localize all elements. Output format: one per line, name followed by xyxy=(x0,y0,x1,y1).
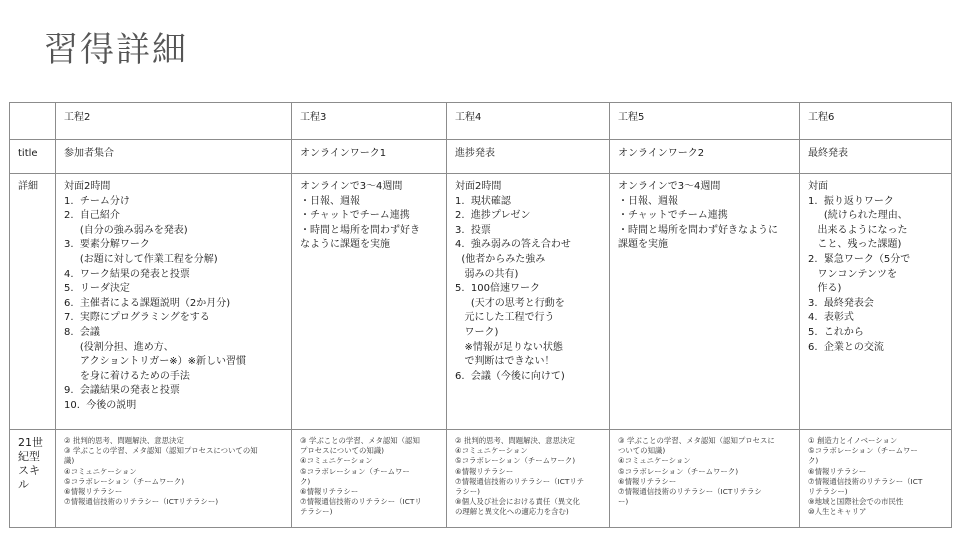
cell-line: リテラシー) xyxy=(808,487,848,497)
step-title: オンラインワーク2 xyxy=(610,140,800,174)
cell-line: ・チャットでチーム連携 xyxy=(618,210,728,222)
cell-line: ワンコンテンツを xyxy=(808,268,898,280)
cell-line: 識) xyxy=(64,456,75,466)
cell-line: (他者からみた強み xyxy=(455,253,546,265)
cell-line: ⑤コラボレーション（チームワーク) xyxy=(64,476,185,486)
cell-line: 4. 表彰式 xyxy=(808,312,854,324)
cell-line: を身に着けるための手法 xyxy=(64,370,190,382)
step-details xyxy=(447,174,610,430)
cell-line: 8. 会議 xyxy=(64,326,100,338)
cell-line: 弱みの共有) xyxy=(455,268,519,280)
cell-line: ⑨地域と国際社会での市民性 xyxy=(808,497,904,507)
row-label-skills: 21世 紀型 スキ ル xyxy=(10,430,56,528)
cell-line: ② 批判的思考、問題解決、意思決定 xyxy=(455,436,575,445)
cell-line: ・時間と場所を問わず好きなように xyxy=(618,224,778,236)
cell-line: 6. 企業との交流 xyxy=(808,341,884,353)
title-row xyxy=(10,140,952,174)
cell-line: ⑥情報リテラシー xyxy=(455,466,514,476)
cell-line: ⑤コラボレーション（チームワーク) xyxy=(618,466,739,476)
step-title: 進捗発表 xyxy=(447,140,610,174)
corner-cell xyxy=(10,103,56,140)
row-label-detail: 詳細 xyxy=(10,174,56,430)
step-skills xyxy=(292,430,447,528)
cell-line: ⑧個人及び社会における責任（異文化 xyxy=(455,497,580,507)
cell-line: 3. 最終発表会 xyxy=(808,297,874,309)
cell-line: 2. 緊急ワーク（5分で xyxy=(808,253,911,265)
cell-line: ③ 学ぶことの学習、メタ認知（認知プロセスに xyxy=(618,436,775,445)
step-skills xyxy=(610,430,800,528)
cell-line: 10. 今後の説明 xyxy=(64,399,137,411)
cell-line: ク) xyxy=(808,456,819,466)
cell-line: ワーク) xyxy=(455,326,499,338)
cell-line: ラシー) xyxy=(455,487,481,497)
step-title: オンラインワーク1 xyxy=(292,140,447,174)
cell-line: プロセスについての知識) xyxy=(300,446,385,456)
cell-line: ④コミュニケーション xyxy=(300,456,373,466)
cell-line: こと、残った課題) xyxy=(808,239,902,251)
skills-row xyxy=(10,430,952,528)
cell-line: テラシー) xyxy=(300,507,333,517)
cell-line: 1. 振り返りワーク xyxy=(808,195,894,207)
cell-line: オンラインで3～4週間 xyxy=(618,181,721,192)
cell-line: 1. チーム分け xyxy=(64,195,130,207)
cell-line: オンラインで3～4週間 xyxy=(300,181,403,192)
step-details xyxy=(292,174,447,430)
cell-line: ⑦情報通信技術のリテラシー（ICTリテラシー) xyxy=(64,497,219,507)
cell-line: (お題に対して作業工程を分解) xyxy=(64,253,218,265)
cell-line: ⑥情報リテラシー xyxy=(618,476,677,486)
step-skills xyxy=(447,430,610,528)
cell-line: ・チャットでチーム連携 xyxy=(300,210,410,222)
cell-line: ④コミュニケーション xyxy=(64,466,137,476)
step-header: 工程3 xyxy=(292,103,447,140)
cell-line: 3. 要素分解ワーク xyxy=(64,239,150,251)
cell-line: の理解と異文化への適応力を含む) xyxy=(455,507,569,517)
cell-line: ③ 学ぶことの学習、メタ認知（認知 xyxy=(300,436,420,445)
cell-line: ⑦情報通信技術のリテラシー（ICTリテ xyxy=(455,476,585,486)
cell-line: (自分の強み弱みを発表) xyxy=(64,224,188,236)
cell-line: ⑦情報通信技術のリテラシー（ICT xyxy=(808,476,923,486)
cell-line: 4. 強み弱みの答え合わせ xyxy=(455,239,571,251)
step-title: 参加者集合 xyxy=(56,140,292,174)
step-details xyxy=(56,174,292,430)
cell-line: 4. ワーク結果の発表と投票 xyxy=(64,268,190,280)
cell-line: 6. 主催者による課題説明（2か月分) xyxy=(64,297,231,309)
cell-line: で判断はできない！ xyxy=(455,356,555,368)
cell-line: 2. 自己紹介 xyxy=(64,210,120,222)
cell-line: ③ 学ぶことの学習、メタ認知（認知プロセスについての知 xyxy=(64,446,258,456)
cell-line: アクショントリガー※）※新しい習慣 xyxy=(64,356,247,368)
step-details xyxy=(610,174,800,430)
step-header: 工程5 xyxy=(610,103,800,140)
cell-line: ついての知識) xyxy=(618,446,666,456)
cell-line: 9. 会議結果の発表と投票 xyxy=(64,385,180,397)
cell-line: 対面 xyxy=(808,181,828,192)
cell-line: ⑥情報リテラシー xyxy=(808,466,867,476)
step-header: 工程2 xyxy=(56,103,292,140)
step-title: 最終発表 xyxy=(800,140,952,174)
cell-line: 7. 実際にプログラミングをする xyxy=(64,312,210,324)
cell-line: 3. 投票 xyxy=(455,224,491,236)
header-row xyxy=(10,103,952,140)
cell-line: なように課題を実施 xyxy=(300,239,390,251)
step-header: 工程6 xyxy=(800,103,952,140)
cell-line: 2. 進捗プレゼン xyxy=(455,210,531,222)
cell-line: ・日報、週報 xyxy=(300,195,360,207)
cell-line: 元にした工程で行う xyxy=(455,312,555,324)
cell-line: 1. 現状確認 xyxy=(455,195,511,207)
cell-line: ・日報、週報 xyxy=(618,195,678,207)
cell-line: ④コミュニケーション xyxy=(618,456,691,466)
detail-row xyxy=(10,174,952,430)
page-title: 習得詳細 xyxy=(44,30,188,70)
row-label-title: title xyxy=(10,140,56,174)
cell-line: ⑤コラボレーション（チームワー xyxy=(808,446,918,456)
cell-line: ⑥情報リテラシー xyxy=(64,487,123,497)
cell-line: 5. リーダ決定 xyxy=(64,283,130,295)
cell-line: 対面2時間 xyxy=(455,181,502,192)
cell-line: 対面2時間 xyxy=(64,181,111,192)
cell-line: ⑤コラボレーション（チームワーク) xyxy=(455,456,576,466)
cell-line: 5. 100倍速ワーク xyxy=(455,283,540,295)
cell-line: 作る) xyxy=(808,283,842,295)
cell-line: 出来るようになった xyxy=(808,224,908,236)
step-skills xyxy=(56,430,292,528)
cell-line: (天才の思考と行動を xyxy=(455,297,565,309)
cell-line: ー) xyxy=(618,497,629,507)
step-details xyxy=(800,174,952,430)
cell-line: ⑤コラボレーション（チームワー xyxy=(300,466,410,476)
training-detail-table xyxy=(9,102,952,528)
cell-line: 課題を実施 xyxy=(618,239,668,251)
cell-line: ⑦情報通信技術のリテラシー（ICTリテラシ xyxy=(618,487,762,497)
cell-line: (役割分担、進め方、 xyxy=(64,341,174,353)
cell-line: 6. 会議（今後に向けて) xyxy=(455,370,565,382)
cell-line: ④コミュニケーション xyxy=(455,446,528,456)
cell-line: 5. これから xyxy=(808,326,864,338)
cell-line: ・時間と場所を問わず好き xyxy=(300,224,420,236)
step-header: 工程4 xyxy=(447,103,610,140)
cell-line: ⑩人生とキャリア xyxy=(808,507,867,517)
cell-line: (続けられた理由、 xyxy=(808,210,908,222)
cell-line: ① 創造力とイノベーション xyxy=(808,436,898,445)
step-skills xyxy=(800,430,952,528)
cell-line: ⑦情報通信技術のリテラシー（ICTリ xyxy=(300,497,422,507)
cell-line: ※情報が足りない状態 xyxy=(455,341,563,353)
cell-line: ⑥情報リテラシー xyxy=(300,487,359,497)
cell-line: ク) xyxy=(300,476,311,486)
cell-line: ② 批判的思考、問題解決、意思決定 xyxy=(64,436,184,445)
